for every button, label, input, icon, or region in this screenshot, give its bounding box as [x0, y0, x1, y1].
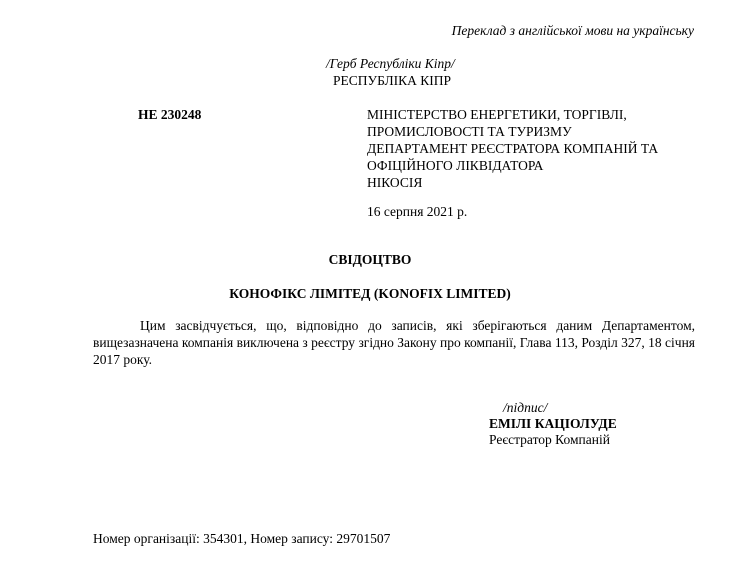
issue-date: 16 серпня 2021 р. — [367, 204, 468, 219]
signatory-title: Реєстратор Компаній — [489, 432, 610, 447]
translation-note: Переклад з англійської мови на українську — [451, 23, 694, 38]
ministry-line: МІНІСТЕРСТВО ЕНЕРГЕТИКИ, ТОРГІВЛІ, — [367, 107, 627, 122]
ministry-block — [367, 106, 707, 191]
document-title: СВІДОЦТВО — [328, 252, 412, 267]
registration-numbers: Номер організації: 354301, Номер запису: 29701507 — [93, 531, 391, 546]
ministry-line: ДЕПАРТАМЕНТ РЕЄСТРАТОРА КОМПАНІЙ ТА — [367, 141, 659, 156]
ministry-line: ПРОМИСЛОВОСТІ ТА ТУРИЗМУ — [367, 124, 572, 139]
signature-mark: /підпис/ — [503, 400, 548, 415]
document-number: НЕ 230248 — [138, 107, 202, 122]
certificate-body-text: Цим засвідчується, що, відповідно до записів, які зберігаються даним Департаментом, вищезазначена компанія виключена з реєстру згідно Закону про компанії, Глава 113, Розділ 327, 18 січня 2017 року. — [93, 318, 695, 367]
signatory-name: ЕМІЛІ КАЦІОЛУДЕ — [489, 416, 617, 431]
republic-name: РЕСПУБЛІКА КІПР — [333, 73, 452, 88]
ministry-line: ОФІЦІЙНОГО ЛІКВІДАТОРА — [367, 158, 544, 173]
company-name: КОНОФІКС ЛІМІТЕД (KONOFIX LIMITED) — [229, 286, 511, 301]
coat-of-arms-note: /Герб Республіки Кіпр/ — [326, 56, 455, 71]
ministry-line: НІКОСІЯ — [367, 175, 423, 190]
